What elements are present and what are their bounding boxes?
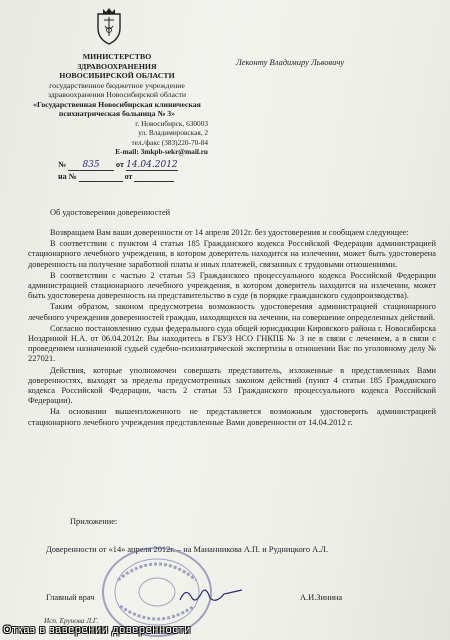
header-line: тел./факс (383)220-70-84 [131,137,208,147]
outgoing-date-value: 14.04.2012 [126,160,178,170]
signer-position: Главный врач [46,593,95,602]
subject-line: Об удостоверении доверенностей [50,208,171,217]
header-line: ЗДРАВООХРАНЕНИЯ [77,61,157,71]
executor-note: Исп. Ерунова Л.Г. [44,617,99,625]
header-line: НОВОСИБИРСКОЙ ОБЛАСТИ [59,71,175,80]
paragraph: Согласно постановлению судьи федерального суда общей юрисдикции Кировского района г. Новосибирска Ноздриной Н.А. от 06.04.2012г. Вы находитесь в ГБУЗ НСО ГНКПБ № 3 не в связи с лечением, а в связи с проведением назначенной судьей судебно-психиатрической экспертизы в отношении Вас по уголовному делу № 227021. [28,323,436,364]
reference-date-label: от [124,172,133,181]
header-line: E-mail: 3mkpb-sekr@mail.ru [115,147,208,156]
number-mark: № [58,160,67,169]
header-line: МИНИСТЕРСТВО [82,52,152,61]
header-line: г. Новосибирск, 630003 [135,118,208,128]
attachment-text: Доверенности от «14» апреля 2012г. – на Мананникова А.П. и Рудницкого А.Л. [46,545,329,554]
paragraph: В соответствии с частью 2 статьи 53 Гражданского процессуального кодекса Российской Федерации администрацией стационарного лечебного учреждения, в котором доверитель находится на излечении, может быть удостоверена доверенность на представительство в суде (в порядке гражданского судопроизводства). [28,270,436,301]
header-line: «Государственная Новосибирская клиническая [33,99,201,109]
attachment-label: Приложение: [70,517,118,526]
outgoing-number-value: 835 [68,160,114,171]
reference-number [58,172,174,182]
reference-label: на № [58,172,77,181]
coat-of-arms-emblem [94,6,124,46]
paragraph: Возвращаем Вам ваши доверенности от 14 апреля 2012г. без удостоверения и сообщаем следующее: [50,228,409,237]
header-line: здравоохранения Новосибирской области [47,90,187,99]
paragraph: Действия, которые уполномочен совершать представитель, изложенные в представленных Вами доверенностях, выходят за пределы предусмотренных законом действий (пункт 4 статьи 185 Гражданского кодекса Российской Федерации, часть 2 статьи 53 Гражданского процессуального кодекса Российской Федерации). [28,365,436,406]
outgoing-number [58,160,178,171]
header-line: ул. Владимировская, 2 [138,128,208,137]
signer-name: А.И.Зинина [300,593,343,602]
image-caption: Отказ в заверении доверенности [3,624,191,636]
paragraph: Таким образом, законом предусмотрена возможность удостоверения администрацией стационарного лечебного учреждения доверенностей граждан, находящихся на лечении, на совершение определенных действий. [28,302,436,322]
organization-header [6,52,228,157]
header-line: психиатрическая больница № 3» [58,109,176,118]
addressee: Леконту Владимиру Львовичу [236,57,345,67]
handwritten-signature [176,584,248,606]
header-line: государственное бюджетное учреждение [49,80,185,90]
date-label: от [116,160,124,169]
paragraph: На основании вышеизложенного не представляется возможным удостоверить администрацией стационарного лечебного учреждения представленные Вами доверенности от 14.04.2012 г. [28,407,436,427]
paragraph: В соответствии с пунктом 4 статьи 185 Гражданского кодекса Российской Федерации администрацией стационарного лечебного учреждения, в котором доверитель находится на излечении, может быть удостоверена доверенность на получение заработной платы и иных платежей, связанных с трудовыми отношениями. [28,239,436,269]
letter-body [28,228,436,428]
